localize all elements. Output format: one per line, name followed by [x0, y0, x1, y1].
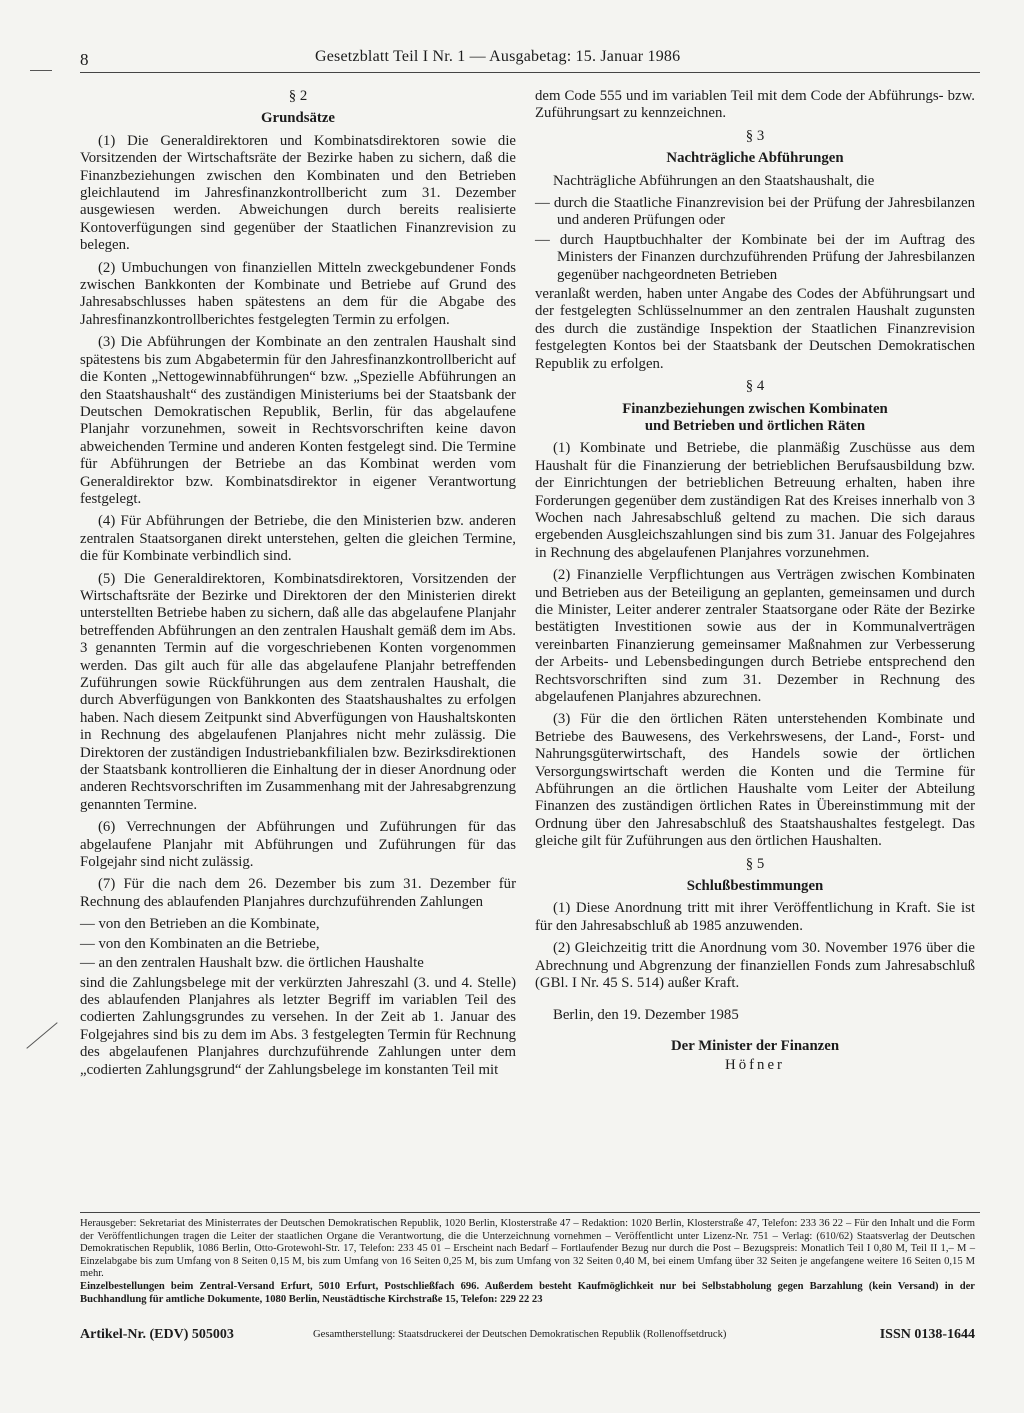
header-rule — [80, 72, 980, 73]
s3-continuation: veranlaßt werden, haben unter Angabe des Codes der Abführungsart und der festgelegten Schlüsselnummer an den zentralen Haushalt zugunsten des durch die zuständige Inspektion der Staatlichen Finanzrevision festgelegten Kontos bei der Staatsbank der Deutschen Demokratischen Republik zu erfolgen. — [535, 286, 975, 372]
s2-paragraph-5: (5) Die Generaldirektoren, Kombinatsdirektoren, Vorsitzenden der Wirtschaftsräte der Bezirke und Direktoren der den Ministerien direkt unterstellten Betriebe haben zu sichern, daß alle das abgelaufene Planjahr betreffenden Abführungen an den zentralen Haushalt gemäß dem im Abs. 3 genannten Termin auf die vorgeschriebenen Konten vorgenommen werden. Das gilt auch für alle das abgelaufene Planjahr betreffenden Zuführungen sowie Rückführungen aus dem zentralen Haushalt, die durch Abverfügungen von Bankkonten des Staatshaushaltes zu erfolgen haben. Nach diesem Zeitpunkt sind Abverfügungen von Haushaltskonten in Rechnung des abgelaufenen Planjahres nicht mehr zulässig. Die Direktoren der zuständigen Industriebankfilialen bzw. Bezirksdirektionen der Staatsbank kontrollieren die Einhaltung der in dieser Anordnung oder anderen Rechtsvorschriften im Zusammenhang mit der Jahresabgrenzung genannten Termine. — [80, 570, 516, 813]
signature-name: Höfner — [725, 1057, 785, 1074]
s2-paragraph-1: (1) Die Generaldirektoren und Kombinatsdirektoren sowie die Vorsitzenden der Wirtschaftsräte der Bezirke haben zu sichern, daß die Finanzbeziehungen zwischen den Kombinaten und den Betrieben gleichlautend im Jahresfinanzkontrollbericht zum 31. Dezember ausgewiesen werden. Abweichungen durch bereits realisierte Kontoverfügungen sind gegenüber der Staatlichen Finanzrevision zu belegen. — [80, 132, 516, 254]
s2-continuation: dem Code 555 und im variablen Teil mit dem Code der Abführungs- bzw. Zuführungsart zu kennzeichnen. — [535, 88, 975, 122]
margin-mark — [26, 1022, 57, 1048]
s2-list-item: — von den Kombinaten an die Betriebe, — [80, 935, 320, 952]
s2-paragraph-7-intro: (7) Für die nach dem 26. Dezember bis zum 31. Dezember für Rechnung des ablaufenden Planjahres durchzuführenden Zahlungen — [80, 876, 516, 910]
s3-intro: Nachträgliche Abführungen an den Staatshaushalt, die — [553, 172, 875, 189]
s4-paragraph-2: (2) Finanzielle Verpflichtungen aus Verträgen zwischen Kombinaten und Betrieben aus der Beteiligung an geplanten, gemeinsamen und durch die Minister, Leiter anderer zentraler Staatsorgane oder Räte der Bezirke bestätigten Investitionen sowie aus der in Kommunalverträgen vereinbarten Finanzierung gemeinsamer Maßnahmen zur Verbesserung der Arbeits- und Lebensbedingungen durch Betriebe entsprechend den Rechtsvorschriften sind zum 31. Dezember in Rechnung des abgelaufenen Planjahres abzurechnen. — [535, 567, 975, 705]
s2-list-item: — von den Betrieben an die Kombinate, — [80, 916, 320, 933]
place-date: Berlin, den 19. Dezember 1985 — [553, 1006, 739, 1023]
s2-paragraph-3: (3) Die Abführungen der Kombinate an den zentralen Haushalt sind spätestens bis zum Abgabetermin für den Jahresfinanzkontrollbericht auf die Konten „Nettogewinnabführungen“ bzw. „Spezielle Abführungen an den Staatshaushalt“ des zuständigen Ministeriums bei der Staatsbank der Deutschen Demokratischen Republik, Berlin, für das abgelaufene Planjahr vorzunehmen, soweit in Rechtsvorschriften keine davon abweichenden Termine und anderen Konten festgelegt sind. Die Termine für Abführungen der Betriebe an das Kombinat werden vom Generaldirektor bzw. Kombinatsdirektor in eigener Verantwortung festgelegt. — [80, 334, 516, 507]
page-number: 8 — [80, 50, 89, 69]
printer-note: Gesamtherstellung: Staatsdruckerei der Deutschen Demokratischen Republik (Rollenoffsetdruck) — [313, 1329, 727, 1340]
signature-title: Der Minister der Finanzen — [670, 1037, 840, 1054]
section-4-number: § 4 — [745, 378, 765, 395]
s2-paragraph-6: (6) Verrechnungen der Abführungen und Zuführungen für das abgelaufene Planjahr mit Abführungen und Zuführungen für das Folgejahr sind nicht zulässig. — [80, 819, 516, 871]
right-column — [535, 88, 975, 1080]
s5-paragraph-1: (1) Diese Anordnung tritt mit ihrer Veröffentlichung in Kraft. Sie ist für den Jahresabschluß ab 1985 anzuwenden. — [535, 900, 975, 934]
section-3-number: § 3 — [745, 127, 765, 144]
article-number: Artikel-Nr. (EDV) 505003 — [80, 1327, 234, 1342]
s2-paragraph-4: (4) Für Abführungen der Betriebe, die den Ministerien bzw. anderen zentralen Staatsorganen direkt unterstehen, gelten die gleichen Termine, die für Kombinate verbindlich sind. — [80, 513, 516, 565]
section-4-title-line-1: Finanzbeziehungen zwischen Kombinaten — [622, 400, 888, 417]
running-header: Gesetzblatt Teil I Nr. 1 — Ausgabetag: 15. Januar 1986 — [315, 48, 681, 65]
s4-paragraph-1: (1) Kombinate und Betriebe, die planmäßig Zuschüsse aus dem Haushalt für die Finanzierung der betrieblichen Berufsausbildung bzw. der Einrichtungen der betrieblichen Betreuung erhalten, haben ihre Forderungen gegenüber dem zuständigen Rat des Kreises innerhalb von 3 Wochen nach Jahresabschluß geltend zu machen. Die sich daraus ergebenden Ausgleichszahlungen sind bis zum 31. Januar des Folgejahres in Rechnung des abgelaufenen Planjahres vorzunehmen. — [535, 440, 975, 561]
s3-list-item: — durch Hauptbuchhalter der Kombinate bei der im Auftrag des Ministers der Finanzen durchzuführenden Prüfung der Jahresbilanzen gegenüber nachgeordneten Betrieben — [535, 231, 975, 283]
left-column — [80, 88, 516, 1084]
s3-list-item: — durch die Staatliche Finanzrevision bei der Prüfung der Jahresbilanzen und anderen Prüfungen oder — [535, 195, 975, 229]
s2-list-item: — an den zentralen Haushalt bzw. die örtlichen Haushalte — [80, 955, 424, 972]
s4-paragraph-3: (3) Für die den örtlichen Räten unterstehenden Kombinate und Betriebe des Bauwesens, des Verkehrswesens, der Land-, Forst- und Nahrungsgüterwirtschaft, des Handels sowie der örtlichen Versorgungswirtschaft werden die Konten und die Termine für Abführungen an die örtlichen Haushalte vom Leiter der Abteilung Finanzen des zuständigen örtlichen Rates in Übereinstimmung mit der Ordnung über den Jahresabschluß des Staatshaushaltes festgelegt. Das gleiche gilt für Zuführungen aus den örtlichen Haushalten. — [535, 711, 975, 850]
imprint — [80, 1218, 975, 1306]
footer-rule — [80, 1212, 980, 1213]
section-4-title-line-2: und Betrieben und örtlichen Räten — [644, 417, 866, 434]
section-3-title: Nachträgliche Abführungen — [666, 150, 844, 167]
s2-paragraph-2: (2) Umbuchungen von finanziellen Mitteln zweckgebundener Fonds zwischen Bankkonten der Kombinate und Betriebe auf Grund des Jahresabschlusses haben spätestens an dem für die Abgabe des Jahresfinanzkontrollberichtes festgelegten Termin zu erfolgen. — [80, 259, 516, 328]
s5-paragraph-2: (2) Gleichzeitig tritt die Anordnung vom 30. November 1976 über die Abrechnung und Abgrenzung der finanziellen Fonds zum Jahresabschluß (GBl. I Nr. 45 S. 514) außer Kraft. — [535, 940, 975, 992]
imprint-orders: Einzelbestellungen beim Zentral-Versand Erfurt, 5010 Erfurt, Postschließfach 696. Außerdem besteht Kaufmöglichkeit nur bei Selbstabholung gegen Barzahlung (kein Versand) in der Buchhandlung für amtliche Dokumente, 1080 Berlin, Neustädtische Kirchstraße 15, Telefon: 229 22 23 — [80, 1280, 975, 1305]
section-2-title: Grundsätze — [261, 110, 335, 127]
s2-paragraph-7-continuation: sind die Zahlungsbelege mit der verkürzten Jahreszahl (3. und 4. Stelle) des ablaufenden Planjahres als letzter Begriff im variablen Teil des codierten Zahlungsgrundes zu versehen. In der Zeit ab 1. Januar des Folgejahres sind bis zu dem im Abs. 3 festgelegten Termin für Rechnung des abgelaufenen Planjahres durchzuführende Zahlungen unter dem „codierten Zahlungsgrund“ der Zahlungsbelege im konstanten Teil mit — [80, 974, 516, 1078]
issn: ISSN 0138-1644 — [879, 1327, 975, 1342]
margin-mark — [30, 70, 52, 71]
section-5-title: Schlußbestimmungen — [686, 878, 824, 895]
section-2-number: § 2 — [288, 88, 308, 104]
imprint-publisher: Herausgeber: Sekretariat des Ministerrates der Deutschen Demokratischen Republik, 1020 Berlin, Klosterstraße 47 – Redaktion: 1020 Berlin, Klosterstraße 47, Telefon: 233 36 22 – Für den Inhalt und die Form der Veröffentlichungen tragen die Leiter der staatlichen Organe die Verantwortung, die die Unterzeichnung vornehmen – Veröffentlicht unter Lizenz-Nr. 751 – Verlag: (610/62) Staatsverlag der Deutschen Demokratischen Republik, 1086 Berlin, Otto-Grotewohl-Str. 17, Telefon: 233 45 01 – Erscheint nach Bedarf – Fortlaufender Bezug nur durch die Post – Bezugspreis: Monatlich Teil I 0,80 M, Teil II 1,– M – Einzelabgabe bis zum Umfang von 8 Seiten 0,15 M, bis zum Umfang von 16 Seiten 0,25 M, bis zum Umfang von 32 Seiten 0,40 M, bei einem Umfang über 32 Seiten je angefangene weitere 16 Seiten 0,15 M mehr. — [80, 1218, 975, 1280]
section-5-number: § 5 — [745, 855, 765, 872]
